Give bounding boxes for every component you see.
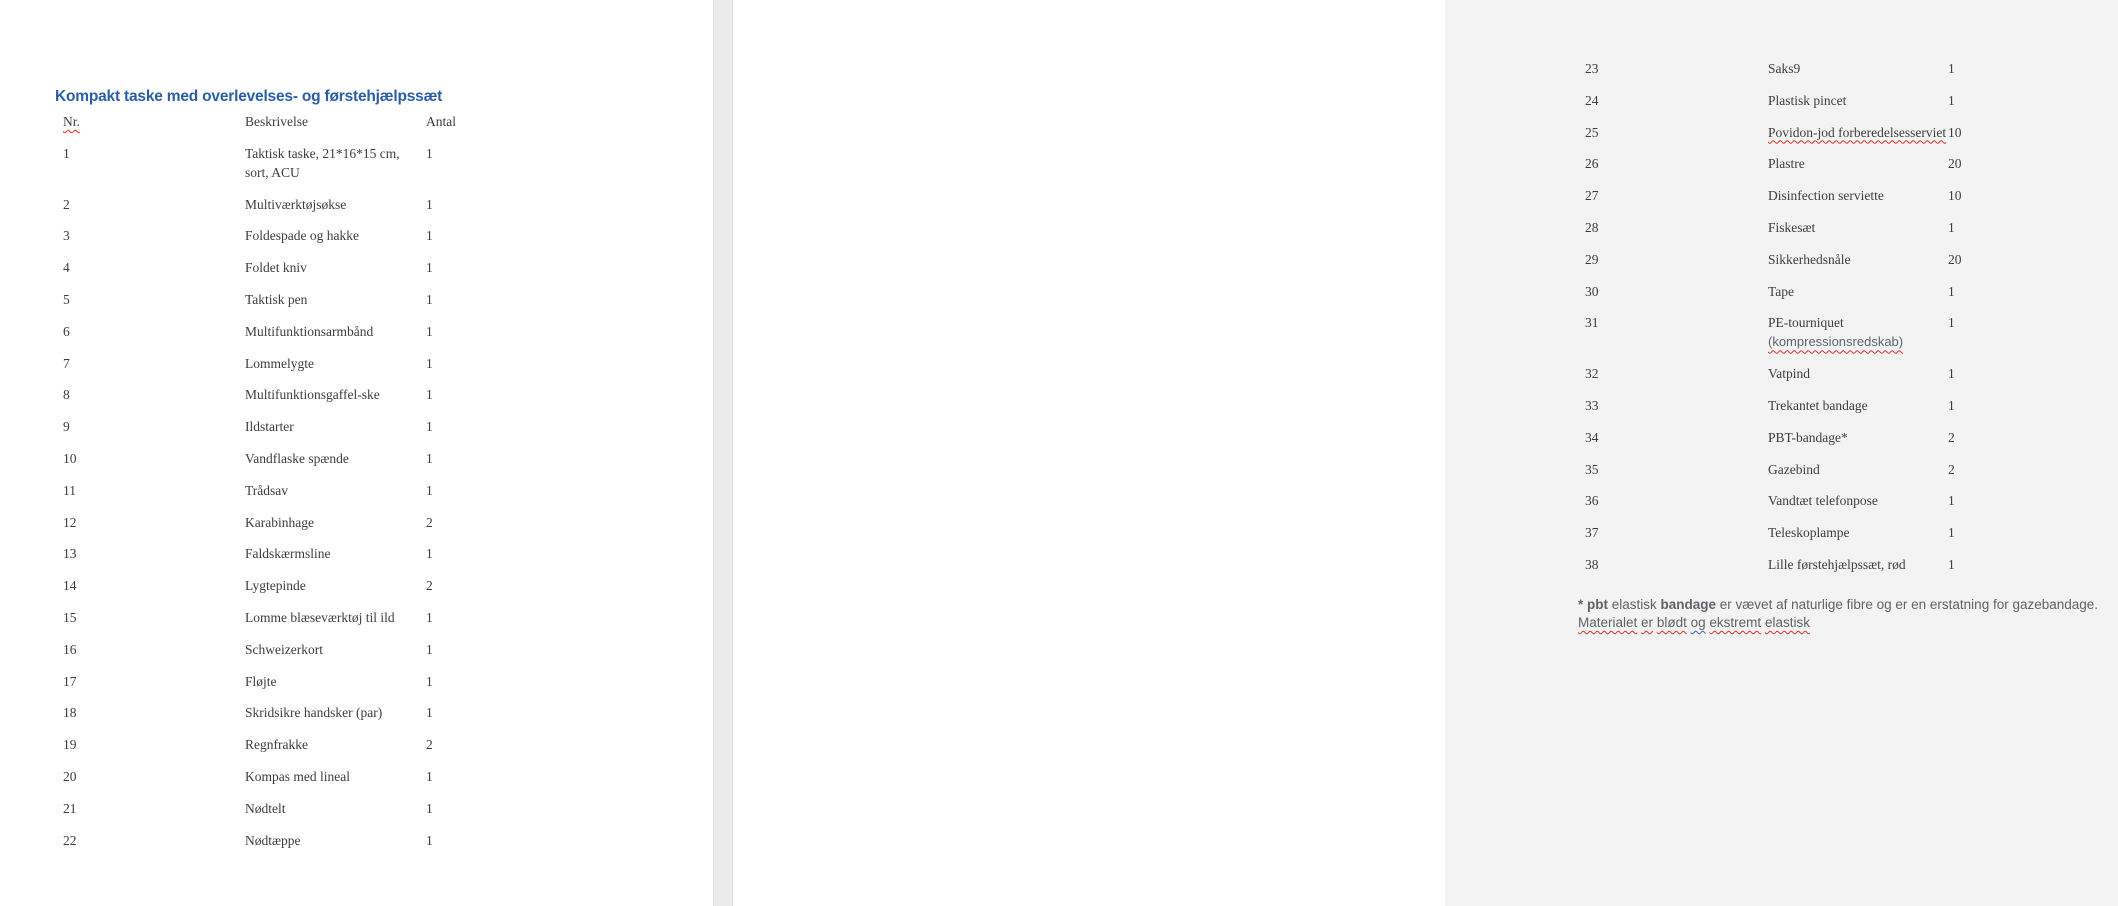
row-quantity: 1	[426, 323, 433, 339]
row-description	[245, 831, 426, 850]
row-description	[245, 544, 426, 563]
row-description	[245, 767, 426, 786]
row-number: 12	[63, 514, 77, 530]
row-description-text: PE-tourniquet	[1768, 315, 1844, 331]
row-quantity: 2	[426, 578, 433, 594]
row-number: 7	[63, 355, 70, 371]
row-description-text: Saks9	[1768, 61, 1801, 76]
row-number: 25	[1585, 124, 1599, 140]
row-quantity: 1	[426, 355, 433, 371]
table-row	[1585, 428, 2065, 447]
row-description	[245, 799, 426, 818]
row-number: 18	[63, 705, 77, 721]
table-row	[1585, 91, 2065, 110]
row-number: 24	[1585, 92, 1599, 108]
footnote-segment: blødt	[1656, 615, 1687, 630]
row-description-text: Lille førstehjælpssæt, rød	[1768, 556, 1906, 572]
row-description-text: Taktisk taske, 21*16*15 cm, sort, ACU	[245, 145, 400, 180]
row-description-text: Plastisk pincet	[1768, 92, 1847, 108]
row-number: 28	[1585, 219, 1599, 235]
row-description	[245, 258, 426, 277]
table-row	[63, 449, 543, 468]
row-description	[245, 385, 426, 404]
row-number: 3	[63, 228, 70, 244]
row-number: 15	[63, 609, 77, 625]
footnote-segment: elastisk	[1608, 597, 1661, 612]
row-quantity: 1	[426, 450, 433, 466]
row-quantity: 1	[426, 705, 433, 721]
row-number: 17	[63, 673, 77, 689]
row-description-text: Multifunktionsarmbånd	[245, 323, 374, 339]
table-row	[63, 385, 543, 404]
table-row	[1585, 59, 2065, 78]
row-number: 9	[63, 419, 70, 435]
row-number: 29	[1585, 251, 1599, 267]
row-description	[1768, 154, 1948, 173]
table-row	[63, 576, 543, 595]
row-quantity: 1	[426, 800, 433, 816]
table-row	[63, 322, 543, 341]
row-description	[245, 481, 426, 500]
row-number: 6	[63, 323, 70, 339]
row-quantity: 1	[426, 609, 433, 625]
row-description	[245, 354, 426, 373]
row-description	[1768, 186, 1948, 205]
row-number: 22	[63, 832, 77, 848]
table-row	[1585, 364, 2065, 383]
table-header-row	[63, 112, 543, 131]
row-description-text: Trekantet bandage	[1768, 397, 1868, 413]
table-row	[63, 354, 543, 373]
row-number: 35	[1585, 461, 1599, 477]
row-quantity: 1	[426, 641, 433, 657]
row-number: 19	[63, 737, 77, 753]
row-description	[1768, 428, 1948, 447]
row-description-text: Fiskesæt	[1768, 219, 1816, 235]
row-quantity: 1	[1948, 556, 1955, 572]
row-description	[245, 449, 426, 468]
row-number: 38	[1585, 556, 1599, 572]
table-row	[63, 703, 543, 722]
row-description-text: Foldespade og hakke	[245, 228, 359, 244]
table-body-left	[63, 144, 543, 850]
footnote-segment: ekstremt	[1709, 615, 1762, 630]
table-row	[1585, 523, 2065, 542]
column-header-nr: Nr.	[63, 114, 80, 129]
row-description-text: Vandflaske spænde	[245, 450, 349, 466]
footnote-segment: bandage	[1660, 597, 1717, 612]
row-description	[1768, 396, 1948, 415]
row-quantity: 2	[1948, 429, 1955, 445]
row-quantity: 1	[426, 419, 433, 435]
page-left[interactable]	[0, 0, 713, 906]
footnote-line-2	[1578, 614, 2118, 632]
row-description	[245, 513, 426, 532]
row-number: 21	[63, 800, 77, 816]
row-description	[1768, 218, 1948, 237]
table-row	[63, 481, 543, 500]
row-number: 11	[63, 482, 76, 498]
footnote-segment: Materialet	[1578, 615, 1638, 630]
row-number: 27	[1585, 188, 1599, 204]
row-number: 5	[63, 291, 70, 307]
row-description-text: Tape	[1768, 283, 1795, 299]
row-number: 32	[1585, 366, 1599, 382]
row-quantity: 1	[1948, 283, 1955, 299]
row-description	[1768, 282, 1948, 301]
row-description-text: Schweizerkort	[245, 641, 323, 657]
row-description-text: Trådsav	[245, 482, 289, 498]
row-quantity: 1	[1948, 493, 1955, 509]
row-quantity: 10	[1948, 124, 1962, 140]
table-row	[63, 672, 543, 691]
table-row	[1585, 555, 2065, 574]
row-description-text: Multiværktøjsøkse	[245, 196, 347, 212]
row-number: 31	[1585, 315, 1599, 331]
row-description-text: PBT-bandage*	[1768, 429, 1848, 445]
document-title: Kompakt taske med overlevelses- og førstehjælpssæt	[55, 88, 443, 105]
row-description-text: Lommelygte	[245, 355, 314, 371]
row-quantity: 2	[1948, 461, 1955, 477]
row-number: 10	[63, 450, 77, 466]
footnote-line-1	[1578, 596, 2118, 614]
items-table-right	[1585, 59, 2065, 587]
row-number: 2	[63, 196, 70, 212]
table-row	[63, 258, 543, 277]
row-description	[245, 608, 426, 627]
table-row	[1585, 123, 2065, 142]
row-description	[245, 290, 426, 309]
row-description-text: Taktisk pen	[245, 291, 308, 307]
row-quantity: 20	[1948, 251, 1962, 267]
row-description-text: Vandtæt telefonpose	[1768, 493, 1878, 509]
row-quantity: 1	[426, 196, 433, 212]
row-description	[1768, 123, 1948, 142]
table-row	[63, 831, 543, 850]
row-description	[1768, 91, 1948, 110]
table-row	[63, 608, 543, 627]
table-row	[63, 544, 543, 563]
footnote-segment: elastisk	[1764, 615, 1810, 630]
row-quantity: 1	[426, 387, 433, 403]
table-row	[1585, 154, 2065, 173]
footnote-segment: * pbt	[1578, 597, 1608, 612]
row-description	[1768, 59, 1948, 78]
column-header-beskrivelse: Beskrivelse	[245, 114, 308, 129]
row-number: 33	[1585, 397, 1599, 413]
row-description	[1768, 491, 1948, 510]
row-description	[1768, 460, 1948, 479]
row-number: 23	[1585, 61, 1599, 76]
items-table-left	[63, 112, 543, 862]
row-description	[245, 735, 426, 754]
row-quantity: 1	[1948, 61, 1955, 76]
table-row	[1585, 250, 2065, 269]
table-row	[1585, 491, 2065, 510]
table-row	[63, 799, 543, 818]
row-quantity: 1	[426, 291, 433, 307]
row-description	[245, 144, 426, 182]
row-description	[245, 640, 426, 659]
table-row	[63, 767, 543, 786]
row-description-text: Kompas med lineal	[245, 768, 350, 784]
row-description	[245, 226, 426, 245]
page-gutter	[713, 0, 733, 906]
row-description-text: Vatpind	[1768, 366, 1810, 382]
row-number: 14	[63, 578, 77, 594]
row-description-text: Nødtelt	[245, 800, 286, 816]
row-description-text: Foldet kniv	[245, 260, 307, 276]
row-description-text: Regnfrakke	[245, 737, 308, 753]
row-number: 20	[63, 768, 77, 784]
row-description-text: Fløjte	[245, 673, 277, 689]
page-right[interactable]	[733, 0, 2099, 906]
row-description-text: Gazebind	[1768, 461, 1820, 477]
table-row	[1585, 460, 2065, 479]
row-number: 8	[63, 387, 70, 403]
table-row	[1585, 218, 2065, 237]
row-description-note: (kompressionsredskab)	[1768, 334, 1904, 350]
footnote-segment: er vævet af naturlige fibre og er en erstatning for gazebandage.	[1716, 597, 2099, 612]
row-description-text: Lygtepinde	[245, 578, 306, 594]
row-quantity: 2	[426, 514, 433, 530]
row-description-text: Faldskærmsline	[245, 546, 331, 562]
row-quantity: 20	[1948, 156, 1962, 172]
row-number: 13	[63, 546, 77, 562]
row-description	[1768, 313, 1948, 351]
row-description	[245, 322, 426, 341]
row-description	[245, 703, 426, 722]
row-description-text: Karabinhage	[245, 514, 314, 530]
table-row	[63, 513, 543, 532]
row-number: 4	[63, 260, 70, 276]
row-quantity: 1	[426, 546, 433, 562]
row-description-text: Povidon-jod forberedelsesserviet	[1768, 124, 1947, 140]
footnote	[1578, 596, 2118, 632]
row-quantity: 1	[1948, 92, 1955, 108]
row-number: 34	[1585, 429, 1599, 445]
row-description-text: Sikkerhedsnåle	[1768, 251, 1851, 267]
row-description	[245, 672, 426, 691]
table-row	[63, 226, 543, 245]
row-quantity: 1	[426, 228, 433, 244]
row-quantity: 1	[426, 145, 433, 161]
row-description-text: Ildstarter	[245, 419, 294, 435]
table-row	[63, 195, 543, 214]
row-quantity: 1	[426, 768, 433, 784]
row-description	[1768, 555, 1948, 574]
table-row	[1585, 282, 2065, 301]
row-number: 26	[1585, 156, 1599, 172]
row-number: 36	[1585, 493, 1599, 509]
row-description-text: Nødtæppe	[245, 832, 301, 848]
row-quantity: 1	[426, 482, 433, 498]
row-description-text: Skridsikre handsker (par)	[245, 705, 383, 721]
row-description	[1768, 364, 1948, 383]
row-description-text: Plastre	[1768, 156, 1805, 172]
row-description	[1768, 250, 1948, 269]
row-quantity: 1	[1948, 525, 1955, 541]
row-quantity: 1	[426, 673, 433, 689]
row-description	[245, 576, 426, 595]
row-description	[1768, 523, 1948, 542]
row-quantity: 1	[426, 260, 433, 276]
table-row	[1585, 186, 2065, 205]
footnote-segment: er	[1641, 615, 1654, 630]
table-row	[63, 417, 543, 436]
row-description	[245, 417, 426, 436]
row-description-text: Multifunktionsgaffel-ske	[245, 387, 380, 403]
row-quantity: 2	[426, 737, 433, 753]
row-number: 30	[1585, 283, 1599, 299]
row-quantity: 1	[1948, 219, 1955, 235]
row-quantity: 1	[1948, 366, 1955, 382]
table-row	[63, 144, 543, 182]
table-row	[63, 640, 543, 659]
row-number: 1	[63, 145, 70, 161]
row-quantity: 1	[426, 832, 433, 848]
row-quantity: 1	[1948, 397, 1955, 413]
table-row	[1585, 313, 2065, 351]
row-number: 37	[1585, 525, 1599, 541]
row-quantity: 1	[1948, 315, 1955, 331]
row-quantity: 10	[1948, 188, 1962, 204]
table-row	[1585, 396, 2065, 415]
column-header-antal: Antal	[426, 114, 456, 129]
row-number: 16	[63, 641, 77, 657]
row-description-text: Lomme blæseværktøj til ild	[245, 609, 395, 625]
row-description	[245, 195, 426, 214]
row-description-text: Disinfection serviette	[1768, 188, 1884, 204]
table-row	[63, 735, 543, 754]
table-row	[63, 290, 543, 309]
table-body-right	[1585, 59, 2065, 574]
row-description-text: Teleskoplampe	[1768, 525, 1850, 541]
footnote-segment: og	[1690, 615, 1706, 630]
